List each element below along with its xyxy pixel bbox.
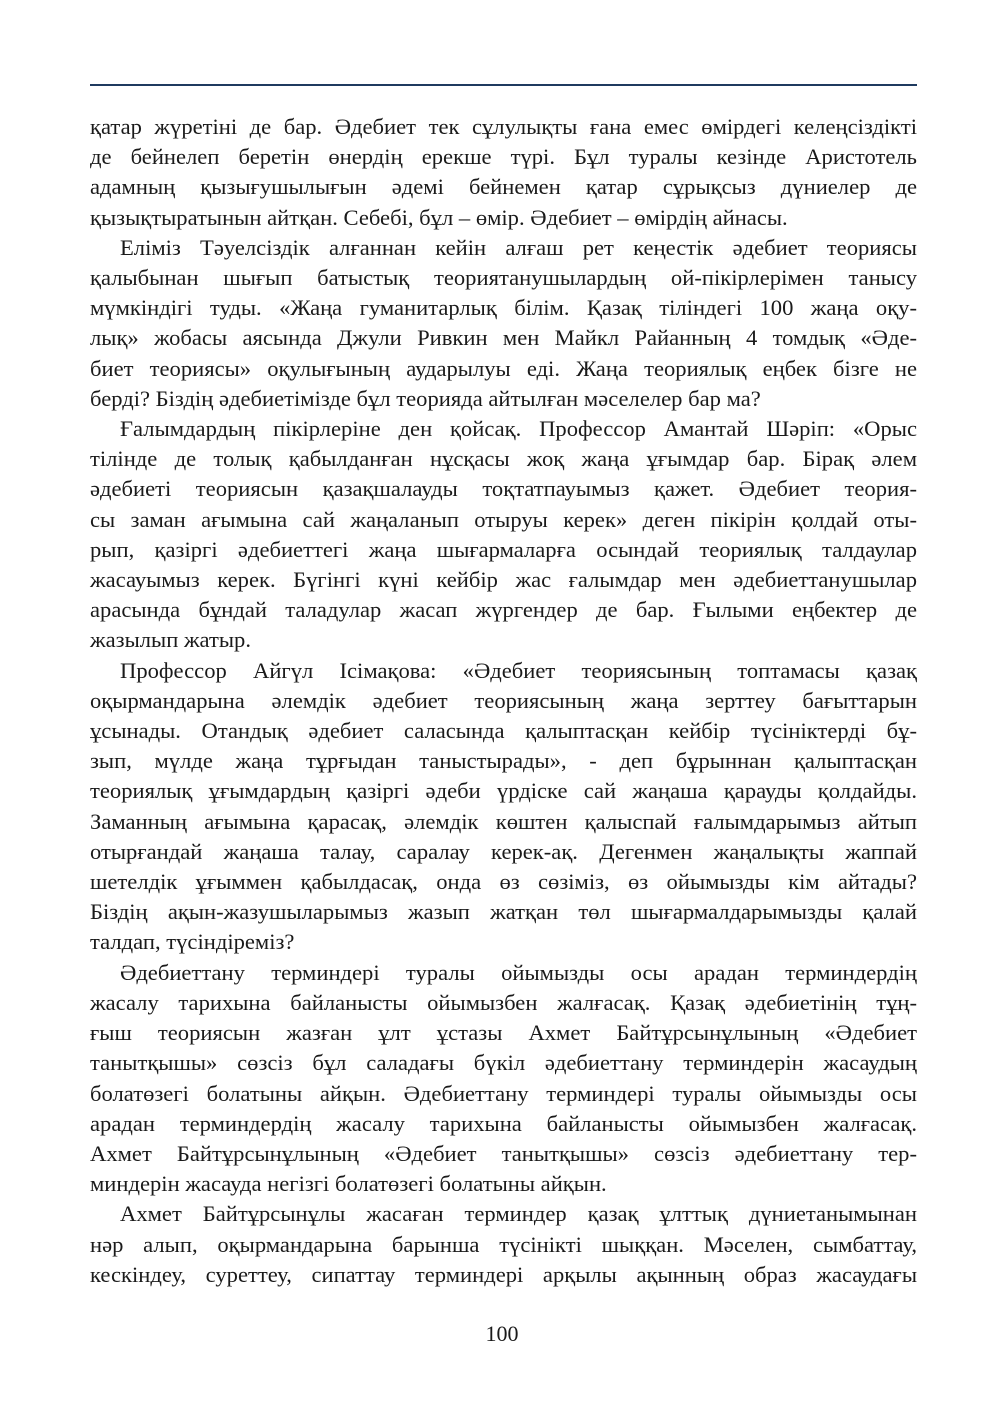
text-line: арасында бұндай таладулар жасап жүргендер де бар. Ғылыми еңбектер де — [90, 597, 917, 623]
page-number: 100 — [485, 1321, 519, 1346]
text-line: адамның қызығушылығын әдемі бейнемен қатар сұрықсыз дүниелер де — [90, 174, 917, 200]
text-line: Профессор Айгүл Ісімақова: «Әдебиет теориясының топтамасы қазақ — [120, 657, 917, 683]
paragraph — [90, 1199, 917, 1290]
text-line: теориялық ұғымдардың қазіргі әдеби үрдіске сай жаңаша қарауды қолдайды. — [90, 778, 917, 804]
text-line: биет теориясы» оқулығының аударылуы еді. Жаңа теориялық еңбек бізге не — [90, 355, 917, 381]
text-line: Ахмет Байтұрсынұлы жасаған терминдер қазақ ұлттық дүниетанымынан — [120, 1201, 917, 1227]
text-line: сы заман ағымына сай жаңаланып отыруы керек» деген пікірін қолдай оты- — [90, 506, 917, 532]
paragraph — [90, 233, 917, 414]
text-line: Заманның ағымына қарасақ, әлемдік көштен қалыспай ғалымдарымыз айтып — [90, 808, 917, 834]
text-line: Еліміз Тәуелсіздік алғаннан кейін алғаш рет кеңестік әдебиет теориясы — [120, 234, 917, 260]
text-line: жазылып жатыр. — [90, 627, 251, 653]
paragraph — [90, 656, 917, 958]
text-line: нәр алып, оқырмандарына барынша түсінікті шыққан. Мәселен, сымбаттау, — [90, 1231, 917, 1257]
text-line: болатөзегі болатыны айқын. Әдебиеттану терминдері туралы ойымызды осы — [90, 1080, 917, 1106]
text-line: талдап, түсіндіреміз? — [90, 929, 295, 955]
text-line: әдебиеті теориясын қазақшалауды тоқтатпауымыз қажет. Әдебиет теория- — [90, 476, 917, 502]
text-line: қатар жүретіні де бар. Әдебиет тек сұлулықты ғана емес өмірдегі келеңсіздікті — [90, 114, 917, 139]
paragraph — [90, 112, 917, 233]
text-line: берді? Біздің әдебиетімізде бұл теорияда айтылған мәселелер бар ма? — [90, 385, 761, 411]
header-rule — [90, 84, 917, 86]
text-line: ұсынады. Отандық әдебиет саласында қалыптасқан кейбір түсініктерді бұ- — [90, 718, 917, 744]
paragraph — [90, 958, 917, 1200]
text-line: қызықтыратынын айтқан. Себебі, бұл – өмір. Әдебиет – өмірдің айнасы. — [90, 204, 788, 230]
text-line: қалыбынан шығып батыстық теориятанушылардың ой-пікірлерімен танысу — [90, 265, 917, 291]
text-line: арадан терминдердің жасалу тарихына байланысты ойымызбен жалғасақ. — [90, 1110, 917, 1136]
text-line: шетелдік ұғыммен қабылдасақ, онда өз сөзіміз, өз ойымызды кім айтады? — [90, 869, 917, 895]
text-line: тілінде де толық қабылданған нұсқасы жоқ жаңа ұғымдар бар. Бірақ әлем — [90, 446, 917, 472]
text-line: ғыш теориясын жазған ұлт ұстазы Ахмет Байтұрсынұлының «Әдебиет — [90, 1020, 917, 1046]
text-line: оқырмандарына әлемдік әдебиет теориясының жаңа зерттеу бағыттарын — [90, 687, 917, 713]
text-line: миндерін жасауда негізгі болатөзегі болатыны айқын. — [90, 1171, 607, 1197]
text-line: Ахмет Байтұрсынұлының «Әдебиет танытқышы» сөзсіз әдебиеттану тер- — [90, 1140, 917, 1166]
text-line: Әдебиеттану терминдері туралы ойымызды осы арадан терминдердің — [120, 959, 917, 985]
paragraph — [90, 414, 917, 656]
text-line: лық» жобасы аясында Джули Ривкин мен Майкл Райанның 4 томдық «Әде- — [90, 325, 917, 351]
text-line: де бейнелеп беретін өнердің ерекше түрі. Бұл туралы кезінде Аристотель — [90, 144, 917, 170]
text-line: кескіндеу, суреттеу, сипаттау терминдері арқылы ақынның образ жасаудағы — [90, 1261, 917, 1287]
text-line: отырғандай жаңаша талау, саралау керек-ақ. Дегенмен жаңалықты жаппай — [90, 838, 917, 864]
text-line: жасауымыз керек. Бүгінгі күні кейбір жас ғалымдар мен әдебиеттанушылар — [90, 567, 917, 593]
text-line: зып, мүлде жаңа тұрғыдан таныстырады», - деп бұрыннан қалыптасқан — [90, 748, 917, 774]
text-line: Біздің ақын-жазушыларымыз жазып жатқан төл шығармалдарымызды қалай — [90, 899, 917, 925]
text-line: рып, қазіргі әдебиеттегі жаңа шығармаларға осындай теориялық талдаулар — [90, 536, 917, 562]
page-body-text — [90, 112, 917, 1290]
text-line: Ғалымдардың пікірлеріне ден қойсақ. Профессор Амантай Шәріп: «Орыс — [120, 416, 917, 442]
text-line: мүмкіндігі туды. «Жаңа гуманитарлық білім. Қазақ тіліндегі 100 жаңа оқу- — [90, 295, 917, 321]
text-line: танытқышы» сөзсіз бұл саладағы бүкіл әдебиеттану терминдерін жасаудың — [90, 1050, 917, 1076]
text-line: жасалу тарихына байланысты ойымызбен жалғасақ. Қазақ әдебиетінің тұң- — [90, 989, 917, 1015]
